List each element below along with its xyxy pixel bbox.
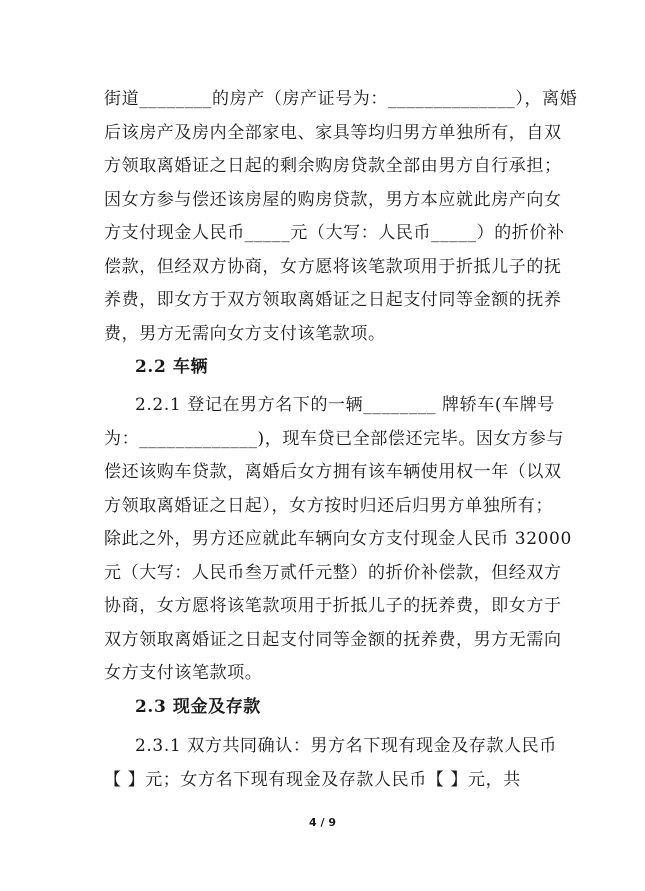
paragraph-cash-deposits: [104, 730, 557, 797]
text-line: 协商，女方愿将该笔款项用于折抵儿子的抚养费，即女方于: [104, 596, 562, 616]
text-line: 2.2.1 登记在男方名下的一辆________ 牌轿车(车牌号: [135, 395, 555, 415]
text-line: 费，男方无需向女方支付该笔款项。: [104, 323, 386, 344]
text-line: 元（大写：人民币叁万贰仟元整）的折价补偿款，但经双方: [104, 562, 562, 583]
text-line: 街道________的房产（房产证号为：______________），离婚: [104, 89, 578, 109]
text-line: 2.3.1 双方共同确认：男方名下现有现金及存款人民币: [135, 736, 557, 756]
page-number: 4 / 9: [309, 816, 336, 829]
section-heading-cash-deposits: 2.3 现金及存款: [135, 697, 261, 717]
text-line: 方领取离婚证之日起的剩余购房贷款全部由男方自行承担；: [104, 156, 562, 176]
text-line: 为：_____________)，现车贷已全部偿还完毕。因女方参与: [104, 428, 564, 449]
text-line: 除此之外，男方还应就此车辆向女方支付现金人民币 32000: [104, 529, 572, 549]
text-line: 养费，即女方于双方领取离婚证之日起支付同等金额的抚养: [104, 290, 562, 310]
text-line: 双方领取离婚证之日起支付同等金额的抚养费，男方无需向: [104, 629, 562, 650]
section-heading-vehicle: 2.2 车辆: [135, 357, 209, 377]
paragraph-property: [104, 83, 578, 351]
text-line: 【 】元；女方名下现有现金及存款人民币【 】元，共: [104, 769, 521, 790]
text-line: 女方支付该笔款项。: [104, 663, 263, 683]
text-line: 方领取离婚证之日起），女方按时归还后归男方单独所有；: [104, 495, 554, 516]
text-line: 后该房产及房内全部家电、家具等均归男方单独所有，自双: [104, 122, 562, 143]
paragraph-vehicle: [104, 389, 572, 691]
text-line: 偿款，但经双方协商，女方愿将该笔款项用于折抵儿子的抚: [104, 256, 562, 277]
text-line: 因女方参与偿还该房屋的购房贷款，男方本应就此房产向女: [104, 189, 562, 210]
text-line: 方支付现金人民币_____元（大写：人民币_____）的折价补: [104, 223, 565, 243]
text-line: 偿还该购车贷款，离婚后女方拥有该车辆使用权一年（以双: [104, 462, 562, 482]
